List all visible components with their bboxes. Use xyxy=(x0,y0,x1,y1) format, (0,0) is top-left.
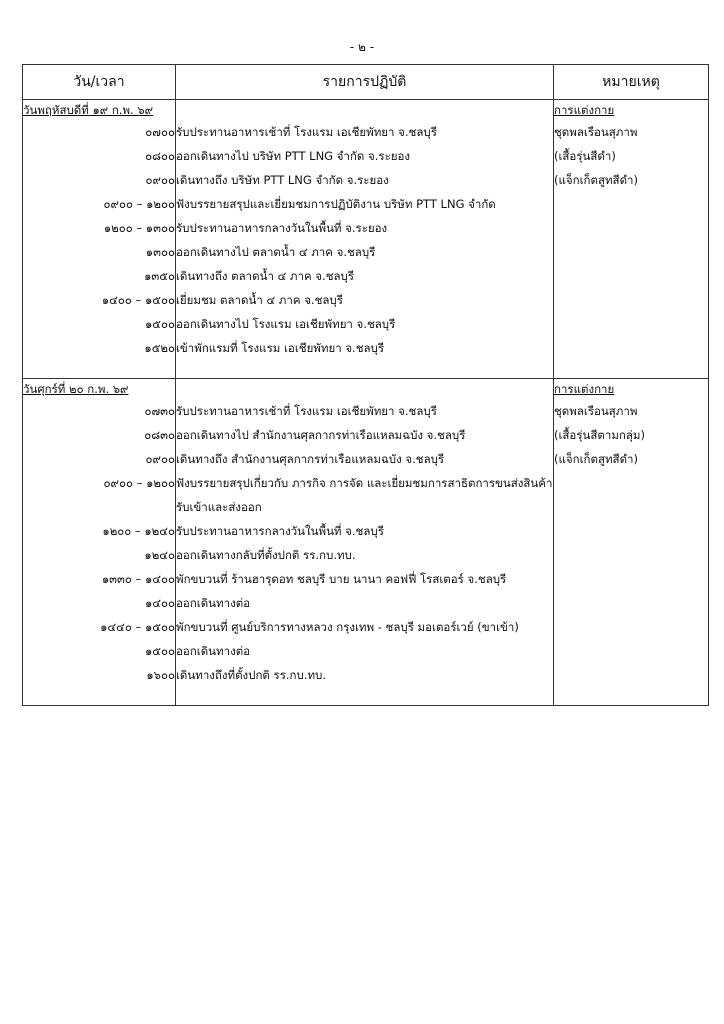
time-cell: ๐๙๐๐ xyxy=(23,168,176,192)
activity-cell: เดินทางถึง ตลาดน้ำ ๔ ภาค จ.ชลบุรี xyxy=(176,264,554,288)
activity-cell: ออกเดินทางต่อ xyxy=(176,591,554,615)
day-date: วันพฤหัสบดีที่ ๑๙ ก.พ. ๖๙ xyxy=(23,100,176,121)
remarks-cell xyxy=(554,471,709,495)
remarks-cell xyxy=(554,240,709,264)
table-row xyxy=(23,591,709,615)
activity-cell xyxy=(176,379,554,400)
activity-cell: เดินทางถึง สำนักงานศุลกากรท่าเรือแหลมฉบัง จ.ชลบุรี xyxy=(176,447,554,471)
spacer-cell xyxy=(23,360,176,379)
table-row xyxy=(23,567,709,591)
time-cell xyxy=(23,495,176,519)
activity-cell: ออกเดินทางไป โรงแรม เอเชียพัทยา จ.ชลบุรี xyxy=(176,312,554,336)
table-row xyxy=(23,543,709,567)
time-cell: ๑๓๓๐ – ๑๔๐๐ xyxy=(23,567,176,591)
time-cell: ๐๙๐๐ – ๑๒๐๐ xyxy=(23,471,176,495)
remarks-line: ชุดพลเรือนสุภาพ xyxy=(554,399,709,423)
table-row xyxy=(23,399,709,423)
spacer-cell xyxy=(176,687,554,706)
time-cell: ๐๘๓๐ xyxy=(23,423,176,447)
activity-cell: รับประทานอาหารเช้าที่ โรงแรม เอเชียพัทยา จ.ชลบุรี xyxy=(176,399,554,423)
time-cell: ๑๔๐๐ – ๑๕๐๐ xyxy=(23,288,176,312)
table-row xyxy=(23,447,709,471)
remarks-cell xyxy=(554,360,709,379)
activity-cell: พักขบวนที่ ศูนย์บริการทางหลวง กรุงเทพ - ชลบุรี มอเตอร์เวย์ (ขาเข้า) xyxy=(176,615,554,639)
remarks-cell xyxy=(554,543,709,567)
time-cell: ๑๓๕๐ xyxy=(23,264,176,288)
activity-cell: เดินทางถึง บริษัท PTT LNG จำกัด จ.ระยอง xyxy=(176,168,554,192)
remarks-line: (เสื้อรุ่นสีดำ) xyxy=(554,144,709,168)
activity-cell: ออกเดินทางต่อ xyxy=(176,639,554,663)
table-row xyxy=(23,144,709,168)
time-cell: ๑๓๐๐ xyxy=(23,240,176,264)
time-cell: ๑๒๐๐ – ๑๒๔๐ xyxy=(23,519,176,543)
activity-cell xyxy=(176,100,554,121)
table-row xyxy=(23,336,709,360)
day-date: วันศุกร์ที่ ๒๐ ก.พ. ๖๙ xyxy=(23,379,176,400)
table-row xyxy=(23,264,709,288)
table-row xyxy=(23,471,709,495)
table-row xyxy=(23,360,709,379)
remarks-cell xyxy=(554,312,709,336)
header-row xyxy=(23,65,709,100)
activity-cell: ออกเดินทางกลับที่ตั้งปกติ รร.กบ.ทบ. xyxy=(176,543,554,567)
table-row xyxy=(23,216,709,240)
remarks-cell xyxy=(554,591,709,615)
activity-cell: ฟังบรรยายสรุปและเยี่ยมชมการปฏิบัติงาน บริษัท PTT LNG จำกัด xyxy=(176,192,554,216)
remarks-cell xyxy=(554,336,709,360)
time-cell: ๑๕๒๐ xyxy=(23,336,176,360)
table-row xyxy=(23,615,709,639)
table-row xyxy=(23,288,709,312)
table-row xyxy=(23,687,709,706)
table-row xyxy=(23,663,709,687)
header-activity: รายการปฏิบัติ xyxy=(176,65,554,100)
table-row xyxy=(23,100,709,121)
remarks-cell xyxy=(554,615,709,639)
activity-cell: รับเข้าและส่งออก xyxy=(176,495,554,519)
schedule-table xyxy=(22,64,709,706)
time-cell: ๑๔๐๐ xyxy=(23,591,176,615)
remarks-cell xyxy=(554,192,709,216)
remarks-cell xyxy=(554,288,709,312)
table-row xyxy=(23,120,709,144)
time-cell: ๑๕๐๐ xyxy=(23,639,176,663)
activity-cell: ฟังบรรยายสรุปเกี่ยวกับ ภารกิจ การจัด และเยี่ยมชมการสาธิตการขนส่งสินค้า xyxy=(176,471,554,495)
remarks-line: (แจ็กเก็ตสูทสีดำ) xyxy=(554,168,709,192)
remarks-line: (แจ็กเก็ตสูทสีดำ) xyxy=(554,447,709,471)
header-time: วัน/เวลา xyxy=(23,65,176,100)
remarks-cell xyxy=(554,216,709,240)
activity-cell: ออกเดินทางไป สำนักงานศุลกากรท่าเรือแหลมฉบัง จ.ชลบุรี xyxy=(176,423,554,447)
remarks-cell xyxy=(554,663,709,687)
activity-cell: รับประทานอาหารกลางวันในพื้นที่ จ.ชลบุรี xyxy=(176,519,554,543)
table-row xyxy=(23,423,709,447)
spacer-cell xyxy=(23,687,176,706)
time-cell: ๑๕๐๐ xyxy=(23,312,176,336)
activity-cell: เข้าพักแรมที่ โรงแรม เอเชียพัทยา จ.ชลบุรี xyxy=(176,336,554,360)
remarks-line: ชุดพลเรือนสุภาพ xyxy=(554,120,709,144)
time-cell: ๑๒๔๐ xyxy=(23,543,176,567)
time-cell: ๐๗๐๐ xyxy=(23,120,176,144)
remarks-cell xyxy=(554,567,709,591)
remarks-cell xyxy=(554,687,709,706)
remarks-heading: การแต่งกาย xyxy=(554,100,709,121)
table-row xyxy=(23,192,709,216)
table-row xyxy=(23,495,709,519)
table-row xyxy=(23,379,709,400)
time-cell: ๐๙๐๐ – ๑๒๐๐ xyxy=(23,192,176,216)
remarks-cell xyxy=(554,264,709,288)
table-row xyxy=(23,240,709,264)
table-row xyxy=(23,519,709,543)
activity-cell: รับประทานอาหารกลางวันในพื้นที่ จ.ระยอง xyxy=(176,216,554,240)
remarks-cell xyxy=(554,519,709,543)
time-cell: ๐๘๐๐ xyxy=(23,144,176,168)
time-cell: ๑๔๔๐ – ๑๕๐๐ xyxy=(23,615,176,639)
time-cell: ๑๒๐๐ – ๑๓๐๐ xyxy=(23,216,176,240)
remarks-cell xyxy=(554,495,709,519)
table-row xyxy=(23,639,709,663)
activity-cell: ออกเดินทางไป บริษัท PTT LNG จำกัด จ.ระยอง xyxy=(176,144,554,168)
activity-cell: เดินทางถึงที่ตั้งปกติ รร.กบ.ทบ. xyxy=(176,663,554,687)
activity-cell: พักขบวนที่ ร้านฮารุดอท ชลบุรี บาย นานา คอฟฟี่ โรสเตอร์ จ.ชลบุรี xyxy=(176,567,554,591)
time-cell: ๐๗๓๐ xyxy=(23,399,176,423)
activity-cell: ออกเดินทางไป ตลาดน้ำ ๔ ภาค จ.ชลบุรี xyxy=(176,240,554,264)
spacer-cell xyxy=(176,360,554,379)
table-row xyxy=(23,168,709,192)
remarks-line: (เสื้อรุ่นสีตามกลุ่ม) xyxy=(554,423,709,447)
time-cell: ๐๙๐๐ xyxy=(23,447,176,471)
activity-cell: เยี่ยมชม ตลาดน้ำ ๔ ภาค จ.ชลบุรี xyxy=(176,288,554,312)
activity-cell: รับประทานอาหารเช้าที่ โรงแรม เอเชียพัทยา จ.ชลบุรี xyxy=(176,120,554,144)
remarks-heading: การแต่งกาย xyxy=(554,379,709,400)
page-number: - ๒ - xyxy=(349,40,375,54)
header-remarks: หมายเหตุ xyxy=(554,65,709,100)
time-cell: ๑๖๐๐ xyxy=(23,663,176,687)
remarks-cell xyxy=(554,639,709,663)
schedule-body xyxy=(23,100,709,706)
table-row xyxy=(23,312,709,336)
